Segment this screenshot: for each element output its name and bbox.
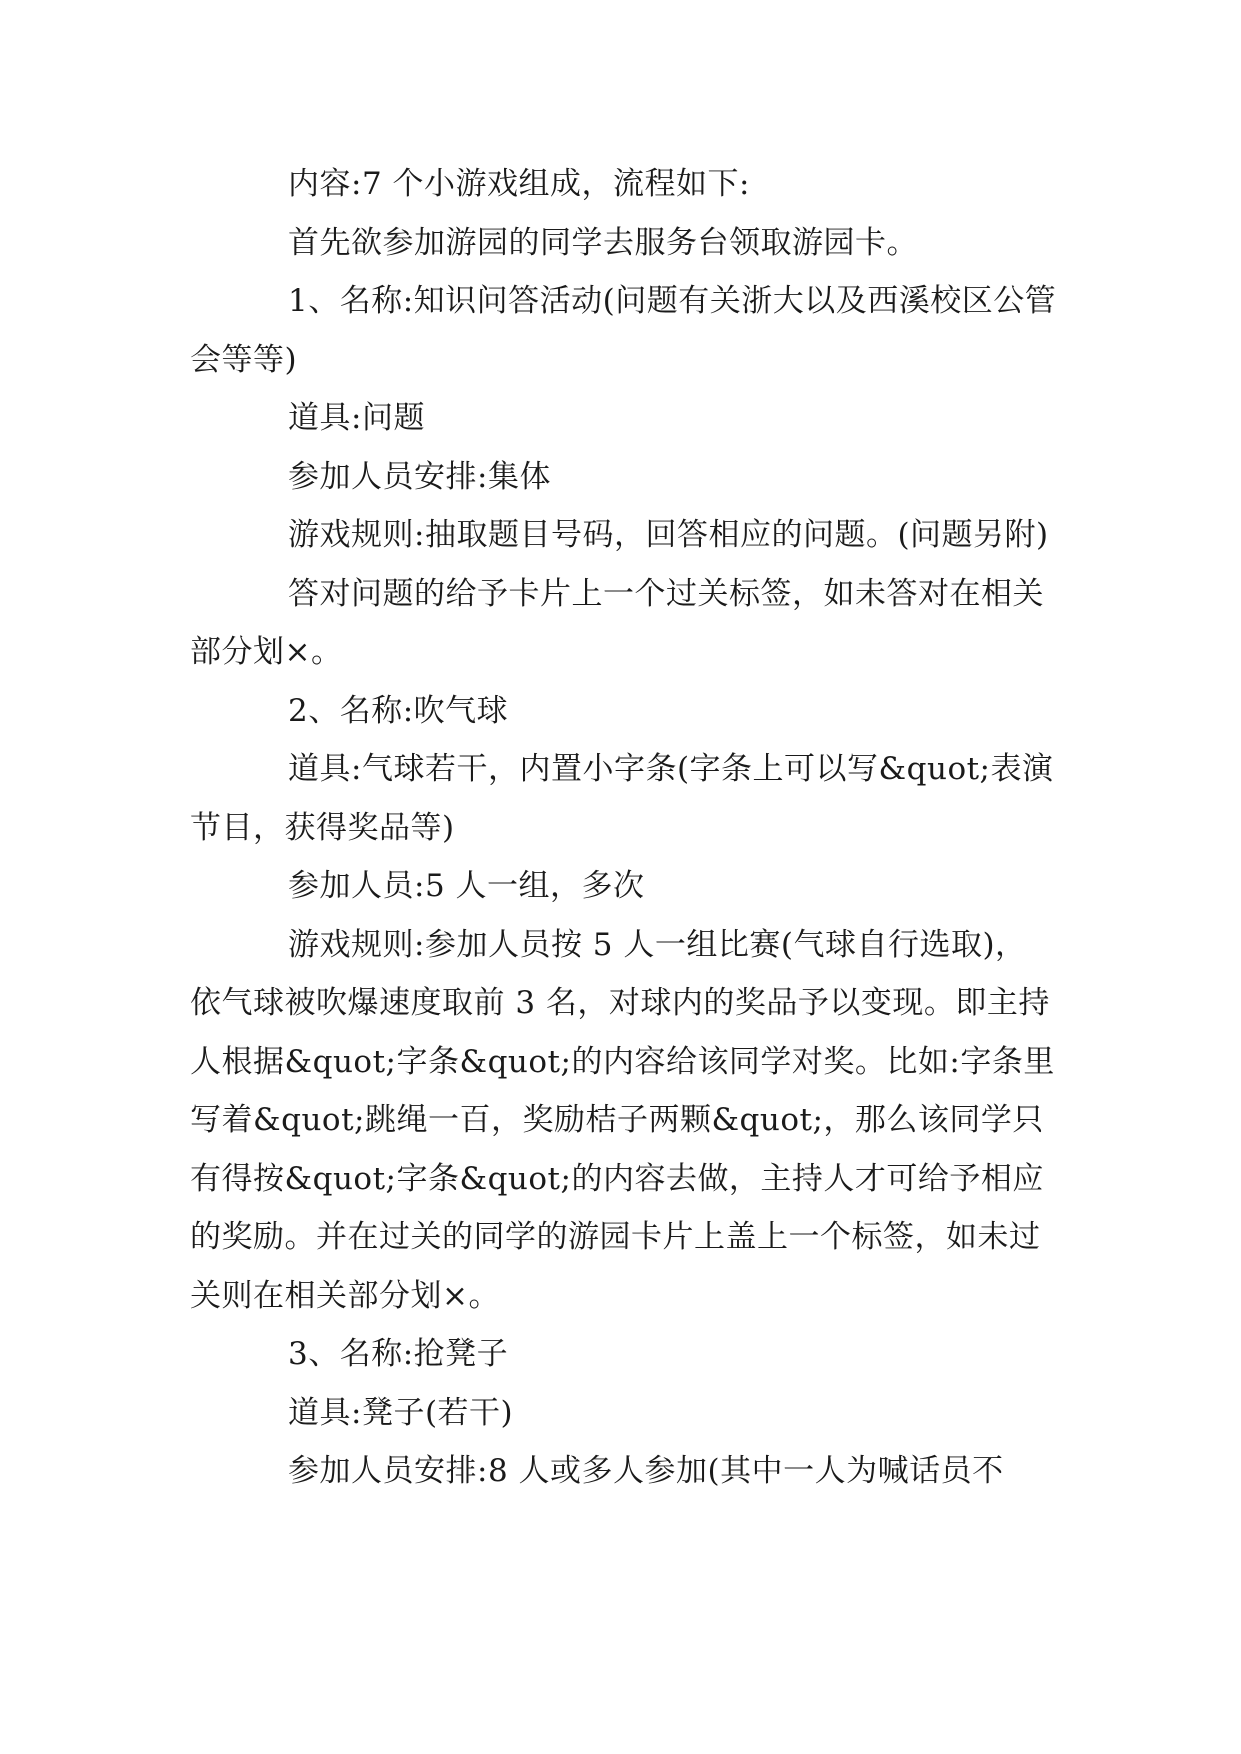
paragraph-game3-name: 3、名称:抢凳子 — [288, 1336, 509, 1372]
paragraph-game1-participants: 参加人员安排:集体 — [288, 458, 551, 495]
paragraph-game1-name: 1、名称:知识问答活动(问题有关浙大以及西溪校区公管会等等) — [190, 283, 1057, 378]
paragraph-game3-participants: 参加人员安排:8 人或多人参加(其中一人为喊话员不 — [288, 1453, 1004, 1489]
paragraph-game1-props: 道具:问题 — [288, 400, 425, 436]
paragraph-game2-props: 道具:气球若干，内置小字条(字条上可以写&quot;表演节目，获得奖品等) — [190, 751, 1054, 846]
paragraph-game2-participants: 参加人员:5 人一组，多次 — [288, 868, 645, 904]
paragraph-registration: 首先欲参加游园的同学去服务台领取游园卡。 — [288, 224, 918, 261]
paragraph-game1-rules: 游戏规则:抽取题目号码，回答相应的问题。(问题另附) — [288, 517, 1049, 553]
paragraph-game1-reward: 答对问题的给予卡片上一个过关标签，如未答对在相关部分划×。 — [190, 575, 1044, 670]
paragraph-content-intro: 内容:7 个小游戏组成，流程如下: — [288, 166, 750, 202]
paragraph-game2-rules: 游戏规则:参加人员按 5 人一组比赛(气球自行选取)，依气球被吹爆速度取前 3 名，对球内的奖品予以变现。即主持人根据&quot;字条&quot;的内容给该同学对奖。比如:字条里写着&quot;跳绳一百，奖励桔子两颗&quot;，那么该同学只有得按&quot;字条&quot;的内容去做，主持人才可给予相应的奖励。并在过关的同学的游园卡片上盖上一个标签，如未过关则在相关部分划×。 — [190, 926, 1055, 1314]
document-body — [190, 155, 1058, 1501]
paragraph-game3-props: 道具:凳子(若干) — [288, 1394, 514, 1431]
paragraph-game2-name: 2、名称:吹气球 — [288, 692, 509, 729]
